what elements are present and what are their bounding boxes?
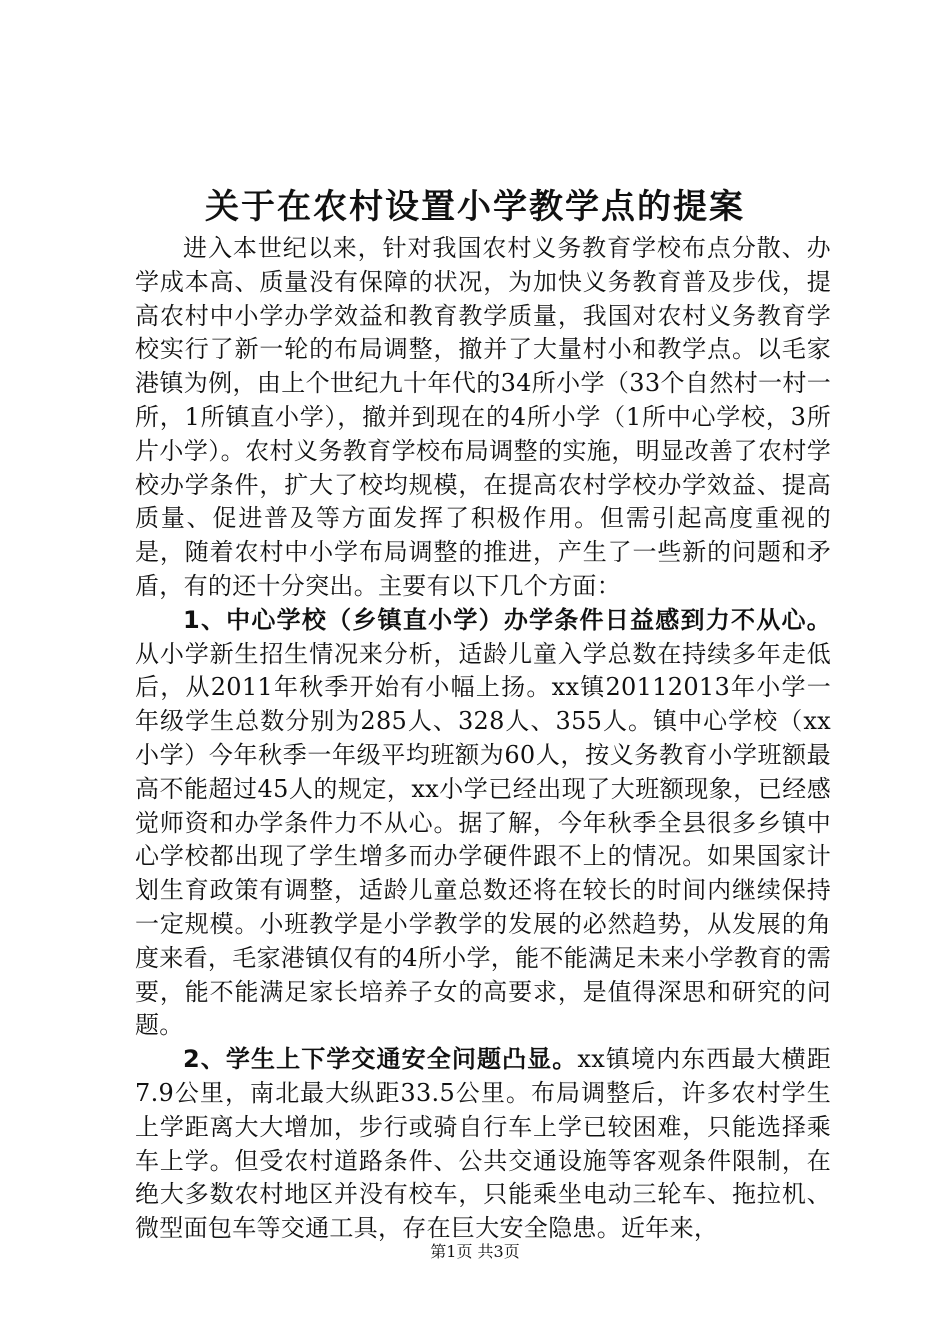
paragraph-intro [135,232,831,604]
document-title: 关于在农村设置小学教学点的提案 [205,187,745,227]
page-footer: 第1页 共3页 [430,1242,520,1261]
paragraph-intro-text: 进入本世纪以来，针对我国农村义务教育学校布点分散、办学成本高、质量没有保障的状况，为加快义务教育普及步伐，提高农村中小学办学效益和教育教学质量，我国对农村义务教育学校实行了新一轮的布局调整，撤并了大量村小和教学点。以毛家港镇为例，由上个世纪九十年代的34所小学（33个自然村一村一所，1所镇直小学），撤并到现在的4所小学（1所中心学校，3所片小学）。农村义务教育学校布局调整的实施，明显改善了农村学校办学条件，扩大了校均规模，在提高农村学校办学效益、提高质量、促进普及等方面发挥了积极作用。但需引起高度重视的是，随着农村中小学布局调整的推进，产生了一些新的问题和矛盾，有的还十分突出。主要有以下几个方面： [135,234,831,600]
paragraph-section-2 [135,1043,831,1246]
paragraph-section-1 [135,604,831,1043]
section-2-text: xx镇境内东西最大横距7.9公里，南北最大纵距33.5公里。布局调整后，许多农村学生上学距离大大增加，步行或骑自行车上学已较困难，只能选择乘车上学。但受农村道路条件、公共交通设施等客观条件限制，在绝大多数农村地区并没有校车，只能乘坐电动三轮车、拖拉机、微型面包车等交通工具，存在巨大安全隐患。近年来， [135,1045,832,1243]
section-1-heading: 1、中心学校（乡镇直小学）办学条件日益感到力不从心。 [183,605,831,634]
document-body [135,232,831,1246]
section-2-heading: 2、学生上下学交通安全问题凸显。 [183,1045,578,1074]
section-1-text: 从小学新生招生情况来分析，适龄儿童入学总数在持续多年走低后，从2011年秋季开始有小幅上扬。xx镇20112013年小学一年级学生总数分别为285人、328人、355人。镇中心学校（xx小学）今年秋季一年级平均班额为60人，按义务教育小学班额最高不能超过45人的规定，xx小学已经出现了大班额现象，已经感觉师资和办学条件力不从心。据了解，今年秋季全县很多乡镇中心学校都出现了学生增多而办学硬件跟不上的情况。如果国家计划生育政策有调整，适龄儿童总数还将在较长的时间内继续保持一定规模。小班教学是小学教学的发展的必然趋势，从发展的角度来看，毛家港镇仅有的4所小学，能不能满足未来小学教育的需要，能不能满足家长培养子女的高要求，是值得深思和研究的问题。 [135,639,831,1040]
